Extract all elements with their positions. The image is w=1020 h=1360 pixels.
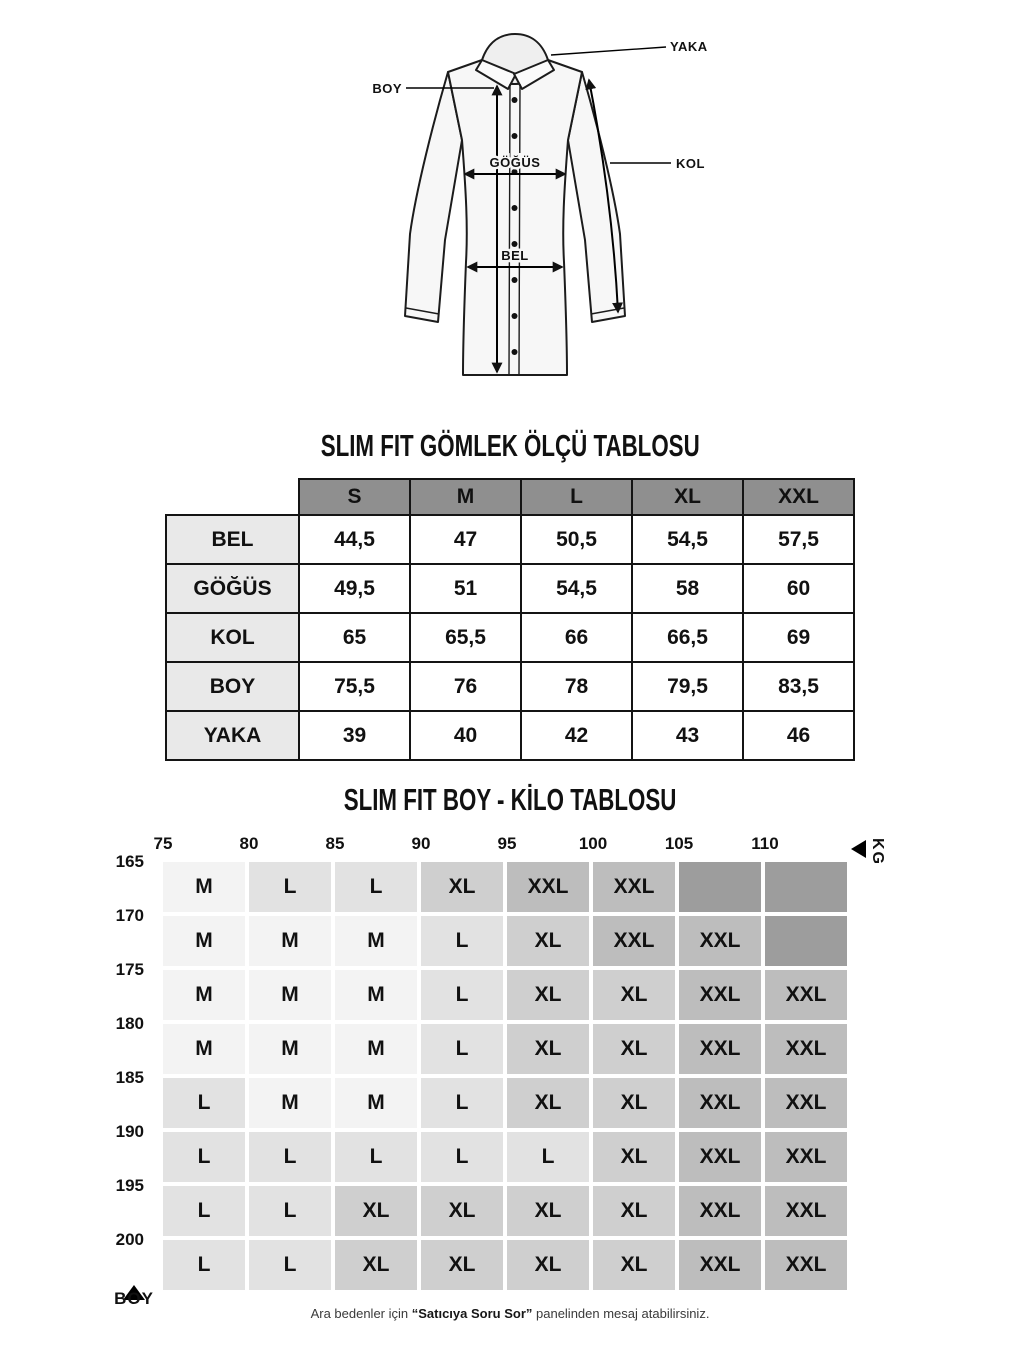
weight-size-cell: XL bbox=[593, 970, 675, 1020]
kg-tick-label: 75 bbox=[153, 834, 173, 853]
size-table-corner bbox=[166, 479, 299, 515]
weight-size-cell: XL bbox=[507, 1186, 589, 1236]
weight-size-cell: M bbox=[163, 916, 245, 966]
weight-size-cell: XXL bbox=[765, 970, 847, 1020]
weight-size-cell: XXL bbox=[593, 916, 675, 966]
weight-size-cell: L bbox=[507, 1132, 589, 1182]
kg-tick-label: 110 bbox=[751, 834, 779, 853]
size-value-cell: 47 bbox=[410, 515, 521, 564]
height-tick-label: 190 bbox=[115, 1122, 144, 1141]
weight-size-cell: XL bbox=[507, 1078, 589, 1128]
weight-size-cell: XL bbox=[507, 970, 589, 1020]
size-table-title-text: SLIM FIT GÖMLEK ÖLÇÜ TABLOSU bbox=[320, 428, 700, 463]
weight-size-cell: M bbox=[249, 970, 331, 1020]
boy-diagram-label: BOY bbox=[372, 81, 402, 96]
size-value-cell: 79,5 bbox=[632, 662, 743, 711]
size-value-cell: 69 bbox=[743, 613, 854, 662]
weight-size-cell: XXL bbox=[765, 1078, 847, 1128]
weight-size-cell: XXL bbox=[507, 862, 589, 912]
weight-empty-cell bbox=[765, 862, 847, 912]
size-value-cell: 39 bbox=[299, 711, 410, 760]
height-axis-ticks bbox=[100, 852, 154, 1290]
weight-size-cell: XL bbox=[335, 1186, 417, 1236]
size-column-header-xxl: XXL bbox=[743, 479, 854, 515]
kg-tick-label: 80 bbox=[239, 834, 259, 853]
weight-empty-cell bbox=[679, 862, 761, 912]
weight-size-cell: XL bbox=[593, 1024, 675, 1074]
weight-size-cell: M bbox=[163, 1024, 245, 1074]
kg-axis-flag bbox=[851, 838, 886, 866]
weight-size-cell: XL bbox=[507, 916, 589, 966]
weight-size-cell: XL bbox=[335, 1240, 417, 1290]
size-column-header-m: M bbox=[410, 479, 521, 515]
weight-size-cell: M bbox=[249, 916, 331, 966]
weight-size-cell: XXL bbox=[679, 1078, 761, 1128]
bel-diagram-label: BEL bbox=[501, 248, 529, 263]
weight-size-cell: XXL bbox=[679, 970, 761, 1020]
size-value-cell: 75,5 bbox=[299, 662, 410, 711]
size-value-cell: 83,5 bbox=[743, 662, 854, 711]
size-table bbox=[165, 478, 855, 761]
weight-size-cell: L bbox=[163, 1186, 245, 1236]
size-column-header-l: L bbox=[521, 479, 632, 515]
weight-size-cell: XXL bbox=[765, 1024, 847, 1074]
yaka-pointer-line bbox=[551, 47, 666, 55]
weight-size-cell: XXL bbox=[679, 916, 761, 966]
kg-axis-ticks bbox=[153, 834, 847, 854]
size-value-cell: 65 bbox=[299, 613, 410, 662]
size-row-label: KOL bbox=[166, 613, 299, 662]
weight-size-cell: L bbox=[249, 1186, 331, 1236]
weight-size-cell: XL bbox=[421, 1186, 503, 1236]
size-value-cell: 43 bbox=[632, 711, 743, 760]
footer-note bbox=[0, 1306, 1020, 1321]
gogus-diagram-label: GÖĞÜS bbox=[489, 155, 541, 170]
size-row-label: BEL bbox=[166, 515, 299, 564]
shirt-left-sleeve bbox=[405, 72, 462, 322]
size-value-cell: 50,5 bbox=[521, 515, 632, 564]
weight-size-cell: L bbox=[421, 1024, 503, 1074]
weight-size-cell: XXL bbox=[679, 1186, 761, 1236]
weight-size-cell: XL bbox=[507, 1024, 589, 1074]
weight-size-cell: XXL bbox=[765, 1186, 847, 1236]
weight-size-cell: XL bbox=[593, 1078, 675, 1128]
weight-size-cell: L bbox=[421, 1078, 503, 1128]
weight-size-cell: XL bbox=[593, 1186, 675, 1236]
shirt-diagram-svg bbox=[350, 22, 730, 422]
footer-text-prefix: Ara bedenler için bbox=[310, 1306, 412, 1321]
weight-size-cell: XL bbox=[593, 1240, 675, 1290]
height-tick-label: 165 bbox=[115, 852, 144, 871]
weight-size-cell: XXL bbox=[679, 1240, 761, 1290]
weight-size-cell: L bbox=[249, 862, 331, 912]
size-value-cell: 54,5 bbox=[632, 515, 743, 564]
size-value-cell: 54,5 bbox=[521, 564, 632, 613]
weight-size-cell: XL bbox=[421, 1240, 503, 1290]
weight-size-cell: L bbox=[249, 1240, 331, 1290]
size-value-cell: 78 bbox=[521, 662, 632, 711]
shirt-measurement-diagram bbox=[350, 22, 730, 422]
weight-size-cell: M bbox=[335, 970, 417, 1020]
weight-size-cell: M bbox=[249, 1024, 331, 1074]
weight-table-title bbox=[0, 782, 1020, 818]
size-value-cell: 42 bbox=[521, 711, 632, 760]
kg-tick-label: 85 bbox=[325, 834, 345, 853]
size-value-cell: 44,5 bbox=[299, 515, 410, 564]
weight-size-cell: XL bbox=[507, 1240, 589, 1290]
weight-height-grid bbox=[163, 862, 847, 1290]
height-tick-label: 170 bbox=[115, 906, 144, 925]
kg-arrow-left-icon bbox=[851, 840, 866, 858]
weight-size-cell: XXL bbox=[679, 1024, 761, 1074]
weight-size-cell: L bbox=[163, 1240, 245, 1290]
size-value-cell: 49,5 bbox=[299, 564, 410, 613]
footer-text-suffix: panelinden mesaj atabilirsiniz. bbox=[532, 1306, 710, 1321]
weight-size-cell: L bbox=[249, 1132, 331, 1182]
weight-size-cell: L bbox=[335, 862, 417, 912]
size-value-cell: 46 bbox=[743, 711, 854, 760]
weight-size-cell: M bbox=[335, 916, 417, 966]
weight-size-cell: M bbox=[163, 862, 245, 912]
kg-tick-label: 90 bbox=[411, 834, 431, 853]
weight-size-cell: L bbox=[421, 970, 503, 1020]
size-value-cell: 58 bbox=[632, 564, 743, 613]
weight-size-cell: XXL bbox=[679, 1132, 761, 1182]
size-value-cell: 60 bbox=[743, 564, 854, 613]
yaka-diagram-label: YAKA bbox=[670, 39, 708, 54]
weight-table-title-text: SLIM FIT BOY - KİLO TABLOSU bbox=[343, 782, 677, 817]
weight-size-cell: M bbox=[249, 1078, 331, 1128]
weight-size-cell: XL bbox=[593, 1132, 675, 1182]
weight-size-cell: XXL bbox=[593, 862, 675, 912]
weight-size-cell: XXL bbox=[765, 1240, 847, 1290]
size-row-label: GÖĞÜS bbox=[166, 564, 299, 613]
weight-size-cell: L bbox=[335, 1132, 417, 1182]
weight-size-cell: M bbox=[335, 1078, 417, 1128]
height-tick-label: 200 bbox=[115, 1230, 144, 1249]
weight-size-cell: XXL bbox=[765, 1132, 847, 1182]
kg-tick-label: 95 bbox=[497, 834, 517, 853]
size-table-title bbox=[0, 428, 1020, 464]
weight-size-cell: M bbox=[335, 1024, 417, 1074]
size-value-cell: 40 bbox=[410, 711, 521, 760]
height-tick-label: 185 bbox=[115, 1068, 144, 1087]
size-value-cell: 66 bbox=[521, 613, 632, 662]
height-tick-label: 195 bbox=[115, 1176, 144, 1195]
size-row-label: BOY bbox=[166, 662, 299, 711]
size-row-label: YAKA bbox=[166, 711, 299, 760]
kg-tick-label: 105 bbox=[664, 834, 694, 853]
size-value-cell: 76 bbox=[410, 662, 521, 711]
kg-tick-label: 100 bbox=[578, 834, 608, 853]
size-value-cell: 57,5 bbox=[743, 515, 854, 564]
size-column-header-s: S bbox=[299, 479, 410, 515]
kg-axis-label: KG bbox=[869, 838, 886, 866]
size-value-cell: 51 bbox=[410, 564, 521, 613]
weight-size-cell: M bbox=[163, 970, 245, 1020]
height-axis-label: BOY bbox=[114, 1289, 154, 1308]
size-value-cell: 65,5 bbox=[410, 613, 521, 662]
size-column-header-xl: XL bbox=[632, 479, 743, 515]
weight-size-cell: L bbox=[163, 1132, 245, 1182]
weight-size-cell: XL bbox=[421, 862, 503, 912]
weight-size-cell: L bbox=[421, 1132, 503, 1182]
weight-size-cell: L bbox=[163, 1078, 245, 1128]
height-tick-label: 180 bbox=[115, 1014, 144, 1033]
weight-size-cell: L bbox=[421, 916, 503, 966]
height-tick-label: 175 bbox=[115, 960, 144, 979]
kol-diagram-label: KOL bbox=[676, 156, 705, 171]
height-axis-flag bbox=[104, 1268, 164, 1309]
weight-empty-cell bbox=[765, 916, 847, 966]
size-value-cell: 66,5 bbox=[632, 613, 743, 662]
shirt-torso bbox=[448, 60, 582, 375]
footer-highlight: “Satıcıya Soru Sor” bbox=[411, 1306, 533, 1321]
